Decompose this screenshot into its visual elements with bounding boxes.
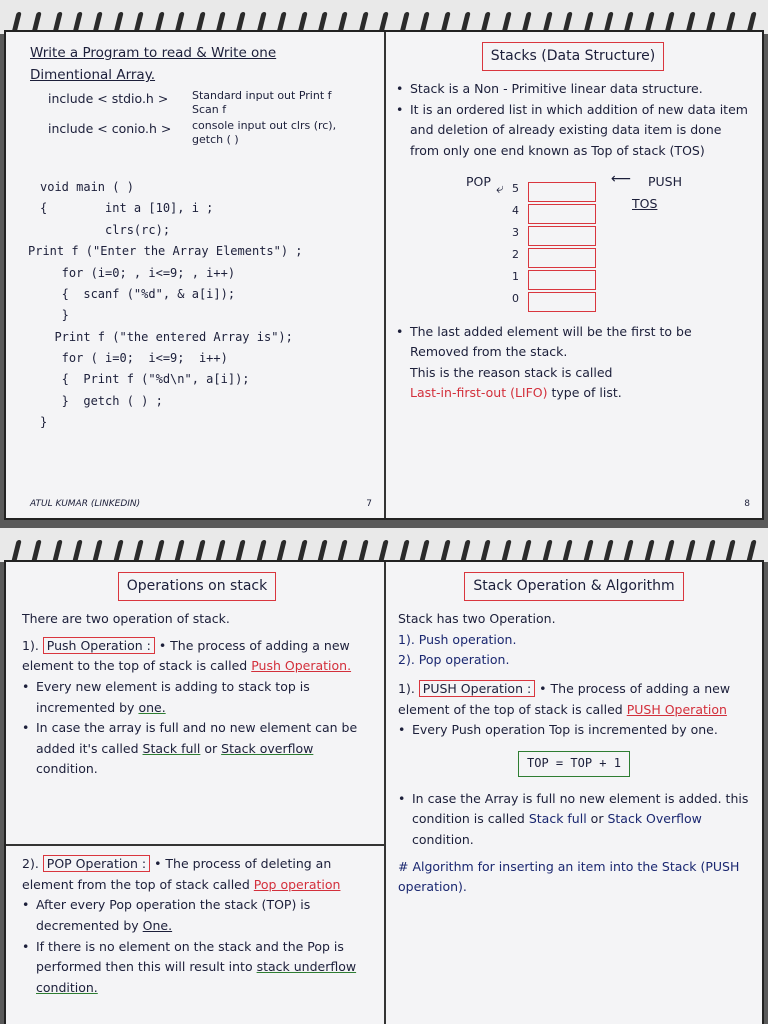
code-line: Print f ("the entered Array is");	[40, 329, 293, 344]
stack-full-bullet	[22, 718, 372, 780]
push-operation-para	[22, 636, 372, 677]
stack-full-or: or	[590, 811, 604, 827]
stack-index-column	[512, 180, 519, 310]
push-heading: PUSH Operation :	[419, 680, 535, 697]
pop-label: POP	[466, 173, 491, 189]
array-full-bullet	[398, 789, 750, 851]
page-number: 7	[366, 499, 372, 510]
tos-label: TOS	[632, 195, 658, 211]
push-increment-term: one.	[138, 699, 166, 715]
stack-definition-bullet: • Stack is a Non - Primitive linear data structure.	[396, 79, 750, 100]
push-heading: Push Operation :	[43, 637, 155, 654]
operations-title: Operations on stack	[118, 572, 276, 601]
lifo-bullet: • The last added element will be the first to be Removed from the stack.	[396, 322, 750, 363]
stack-full-tail: condition.	[36, 761, 98, 777]
stack-index: 2	[512, 247, 519, 261]
include-row-2	[30, 119, 372, 148]
code-line: { scanf ("%d", & a[i]);	[40, 286, 236, 301]
stack-cell	[528, 248, 596, 268]
stack-full-or: or	[204, 740, 218, 756]
push-increment-bullet	[22, 677, 372, 718]
include-row-1	[30, 89, 372, 118]
push-operation-detail	[398, 679, 750, 720]
stack-cell	[528, 292, 596, 312]
pop-decrement-bullet	[22, 895, 372, 936]
push-desc: • The process of adding a new element to the top of stack is called	[22, 637, 350, 674]
stack-diagram	[396, 168, 750, 308]
algorithm-panel	[386, 562, 762, 1024]
pop-heading: POP Operation :	[43, 855, 150, 872]
underflow-bullet	[22, 937, 372, 999]
code-line: }	[40, 415, 48, 430]
title-line-1: Write a Program to read & Write one	[30, 45, 277, 61]
stack-ordered-list-bullet: • It is an ordered list in which addition of new data item and deletion of already existing data item is done from only one end known as Top of stack (TOS)	[396, 100, 750, 162]
top-formula: TOP = TOP + 1	[518, 751, 630, 777]
push-increment-text: Every new element is adding to stack top is incremented by	[36, 678, 310, 715]
push-num: 1).	[22, 637, 39, 653]
stack-index: 5	[512, 181, 519, 195]
notebook-page-1	[4, 30, 764, 520]
stack-cell	[528, 226, 596, 246]
page-number: 8	[744, 499, 750, 510]
algorithm-intro: Stack has two Operation.	[398, 611, 556, 627]
array-full-text: In case the Array is full no new element is added. this condition is called	[412, 790, 749, 827]
spiral-binding-bottom	[0, 528, 768, 562]
include-stdio-note: Standard input out Print f Scan f	[192, 88, 332, 116]
author-credit: ATUL KUMAR (LINKEDIN)	[30, 499, 141, 510]
stack-index: 4	[512, 203, 519, 217]
pop-num: 2).	[22, 856, 39, 871]
list-pop: 2). Pop operation.	[398, 652, 510, 668]
pop-decrement-term: One.	[142, 917, 173, 933]
code-line: { Print f ("%d\n", a[i]);	[40, 372, 250, 387]
stack-index: 1	[512, 269, 519, 283]
lifo-term: Last-in-first-out (LIFO)	[410, 385, 548, 401]
array-program-panel	[6, 32, 382, 518]
code-line: for ( i=0; i<=9; i++)	[40, 350, 228, 365]
algorithm-title: Stack Operation & Algorithm	[464, 572, 683, 601]
pop-operation-para	[22, 854, 372, 895]
underflow-text: If there is no element on the stack and the Pop is performed then this will result into	[36, 938, 344, 975]
operations-intro: There are two operation of stack.	[22, 611, 230, 627]
push-desc: • The process of adding a new element of the top of stack is called	[398, 680, 731, 717]
stack-index: 3	[512, 225, 519, 239]
stack-cell	[528, 270, 596, 290]
pop-desc: • The process of deleting an element from the top of stack called	[22, 856, 332, 892]
lifo-text: This is the reason stack is called	[410, 364, 613, 380]
code-line: { int a [10], i ;	[40, 201, 214, 216]
include-stdio: include < stdio.h >	[48, 90, 169, 106]
stack-overflow-term: Stack Overflow	[607, 811, 702, 827]
pop-arrow-icon: ⤶	[496, 180, 504, 197]
code-block	[30, 156, 372, 476]
push-top-bullet: • Every Push operation Top is incremented by one.	[398, 720, 750, 741]
push-arrow-icon: ⟵	[611, 170, 632, 187]
stack-full-tail: condition.	[412, 831, 474, 847]
include-conio: include < conio.h >	[48, 121, 172, 137]
lifo-tail: type of list.	[551, 385, 622, 401]
push-label: PUSH	[648, 173, 683, 189]
code-line: } getch ( ) ;	[40, 393, 163, 408]
pop-decrement-text: After every Pop operation the stack (TOP) is decremented by	[36, 897, 311, 933]
underflow-term: stack underflow condition.	[36, 959, 357, 995]
stack-full-text: In case the array is full and no new element can be added it's called	[36, 720, 358, 756]
code-line: }	[40, 308, 69, 323]
stacks-intro-panel	[386, 32, 762, 518]
notebook-page-2	[4, 560, 764, 1024]
operations-panel	[6, 562, 382, 1024]
push-term: Push Operation.	[251, 658, 352, 674]
lifo-line	[396, 363, 750, 404]
push-term: PUSH Operation	[626, 701, 727, 717]
pop-section	[22, 854, 372, 998]
code-line: void main ( )	[40, 180, 134, 195]
list-push: 1). Push operation.	[398, 631, 517, 647]
stack-cell	[528, 182, 596, 202]
stack-full-term: Stack full	[528, 811, 587, 827]
code-line: clrs(rc);	[40, 222, 171, 237]
stack-overflow-term: Stack overflow	[221, 740, 314, 756]
stack-cell	[528, 204, 596, 224]
pop-term: Pop operation	[253, 876, 341, 892]
code-line: Print f ("Enter the Array Elements") ;	[28, 244, 303, 259]
stack-full-term: Stack full	[142, 740, 201, 756]
include-conio-note: console input out clrs (rc), getch ( )	[192, 119, 337, 147]
spiral-binding-top	[0, 0, 768, 34]
title-line-2: Dimentional Array.	[30, 67, 156, 84]
push-num: 1).	[398, 680, 415, 696]
code-line: for (i=0; , i<=9; , i++)	[40, 265, 236, 280]
program-title	[30, 42, 372, 87]
stack-index: 0	[512, 291, 519, 305]
stacks-title: Stacks (Data Structure)	[482, 42, 664, 71]
algorithm-heading: # Algorithm for inserting an item into the Stack (PUSH operation).	[398, 858, 740, 895]
stack-cells	[528, 182, 596, 312]
